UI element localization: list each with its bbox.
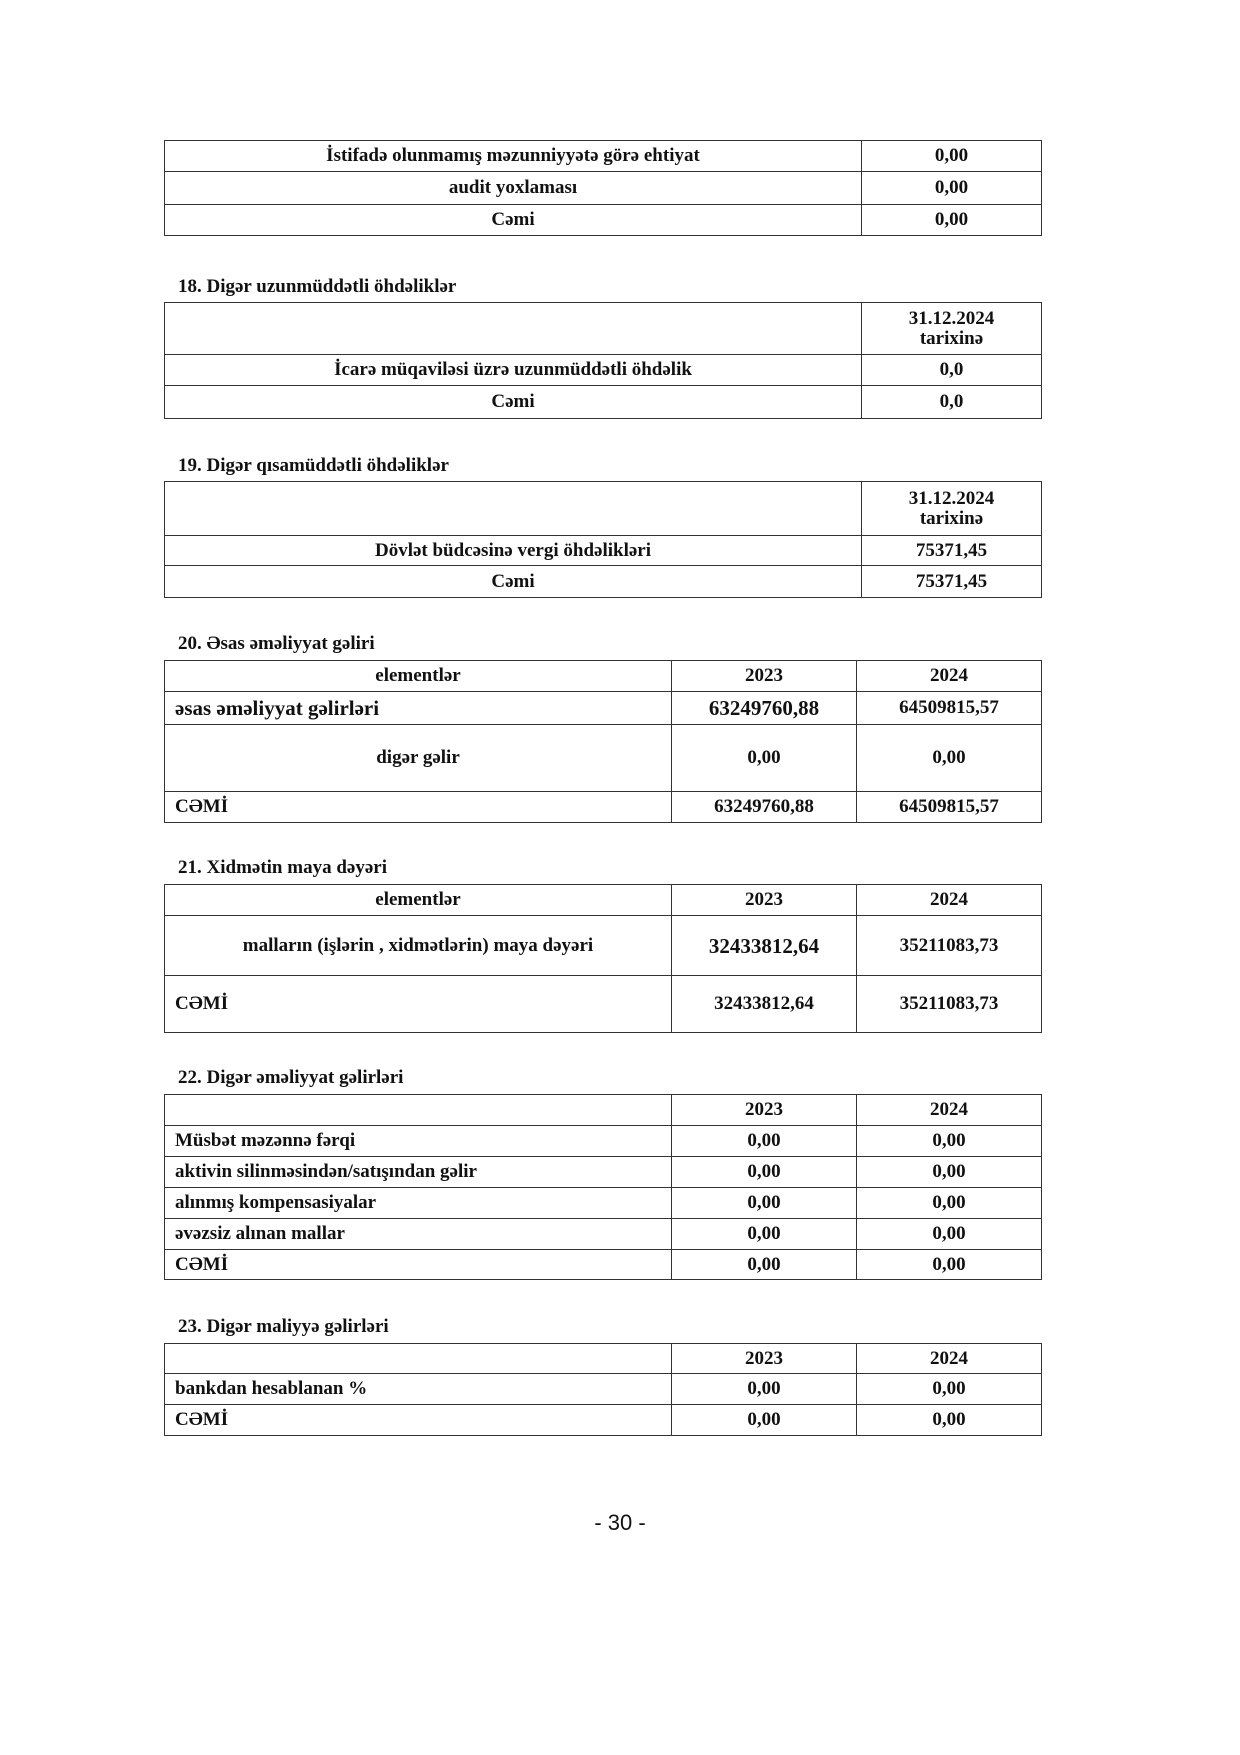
row-value-2024: 35211083,73 [857, 976, 1042, 1033]
date-header [862, 482, 1042, 536]
date-header-line1: 31.12.2024 [908, 487, 995, 509]
table-total-row [165, 566, 1042, 598]
col-header-2023: 2023 [672, 885, 857, 916]
row-value-2024: 0,00 [857, 1157, 1042, 1188]
date-header [862, 303, 1042, 355]
table-row [165, 1157, 1042, 1188]
table-other-financial-income [164, 1343, 1041, 1436]
table-row [165, 1188, 1042, 1219]
row-label: malların (işlərin , xidmətlərin) maya dəyəri [165, 916, 672, 976]
row-value: 0,00 [862, 205, 1042, 236]
col-header-elements: elementlər [165, 661, 672, 692]
row-label: digər gəlir [165, 725, 672, 792]
table-header-row [165, 885, 1042, 916]
row-value: 75371,45 [862, 536, 1042, 566]
row-label: audit yoxlaması [165, 172, 862, 205]
table-header-row [165, 1095, 1042, 1126]
table-header-row [165, 482, 1042, 536]
section-heading-19: 19. Digər qısamüddətli öhdəliklər [178, 455, 449, 476]
table-cost-of-service [164, 884, 1041, 1033]
table-other-operating-income [164, 1094, 1041, 1280]
row-label: Cəmi [165, 205, 862, 236]
row-label: Cəmi [165, 566, 862, 598]
row-value-2023: 0,00 [672, 1126, 857, 1157]
row-value: 0,00 [862, 141, 1042, 172]
row-label: Cəmi [165, 386, 862, 419]
table-long-term-liabilities [164, 302, 1041, 419]
row-label: əvəzsiz alınan mallar [165, 1219, 672, 1250]
col-header-2024: 2024 [857, 661, 1042, 692]
empty-header-cell [165, 1095, 672, 1126]
table-row [165, 355, 1042, 386]
row-value-2024: 64509815,57 [857, 692, 1042, 725]
table-short-term-liabilities [164, 481, 1041, 598]
col-header-elements: elementlər [165, 885, 672, 916]
row-value-2023: 32433812,64 [672, 916, 857, 976]
date-header-line1: 31.12.2024 [908, 307, 995, 329]
table-row [165, 536, 1042, 566]
row-value-2024: 0,00 [857, 1219, 1042, 1250]
col-header-2024: 2024 [857, 885, 1042, 916]
row-value-2024: 64509815,57 [857, 792, 1042, 823]
row-label: bankdan hesablanan % [165, 1374, 672, 1405]
table-row [165, 141, 1042, 172]
table-total-row [165, 1250, 1042, 1280]
row-label: Dövlət büdcəsinə vergi öhdəlikləri [165, 536, 862, 566]
table-operating-income [164, 660, 1041, 823]
row-value: 0,00 [862, 172, 1042, 205]
row-value-2023: 0,00 [672, 1250, 857, 1280]
section-heading-23: 23. Digər maliyyə gəlirləri [178, 1316, 389, 1337]
table-total-row [165, 792, 1042, 823]
row-label: CƏMİ [165, 792, 672, 823]
row-value-2023: 0,00 [672, 1157, 857, 1188]
table-row [165, 1126, 1042, 1157]
row-value-2024: 0,00 [857, 1405, 1042, 1436]
col-header-2024: 2024 [857, 1095, 1042, 1126]
date-header-line2: tarixinə [919, 507, 984, 529]
table-row [165, 916, 1042, 976]
table-row [165, 692, 1042, 725]
page-number: - 30 - [594, 1510, 646, 1535]
date-header-line2: tarixinə [919, 327, 984, 349]
row-label: İstifadə olunmamış məzunniyyətə görə ehtiyat [165, 141, 862, 172]
row-label: CƏMİ [165, 976, 672, 1033]
table-header-row [165, 303, 1042, 355]
row-label: CƏMİ [165, 1250, 672, 1280]
table-header-row [165, 1344, 1042, 1374]
col-header-2023: 2023 [672, 661, 857, 692]
row-value-2024: 0,00 [857, 1126, 1042, 1157]
row-value-2024: 35211083,73 [857, 916, 1042, 976]
table-row [165, 725, 1042, 792]
col-header-2023: 2023 [672, 1344, 857, 1374]
row-value-2023: 63249760,88 [672, 792, 857, 823]
table-total-row [165, 386, 1042, 419]
table-row [165, 1219, 1042, 1250]
empty-header-cell [165, 303, 862, 355]
row-value-2023: 32433812,64 [672, 976, 857, 1033]
table-row [165, 1374, 1042, 1405]
table-header-row [165, 661, 1042, 692]
row-value: 0,0 [862, 386, 1042, 419]
empty-header-cell [165, 1344, 672, 1374]
row-value-2024: 0,00 [857, 1374, 1042, 1405]
row-value-2023: 0,00 [672, 1374, 857, 1405]
section-heading-21: 21. Xidmətin maya dəyəri [178, 857, 387, 878]
col-header-2023: 2023 [672, 1095, 857, 1126]
row-label: aktivin silinməsindən/satışından gəlir [165, 1157, 672, 1188]
table-reserves [164, 140, 1041, 236]
row-value-2024: 0,00 [857, 725, 1042, 792]
empty-header-cell [165, 482, 862, 536]
table-row [165, 172, 1042, 205]
table-total-row [165, 976, 1042, 1033]
row-value-2023: 0,00 [672, 1219, 857, 1250]
section-heading-20: 20. Əsas əməliyyat gəliri [178, 633, 375, 654]
row-value-2023: 0,00 [672, 1188, 857, 1219]
row-label: alınmış kompensasiyalar [165, 1188, 672, 1219]
row-value: 75371,45 [862, 566, 1042, 598]
row-value-2024: 0,00 [857, 1188, 1042, 1219]
section-heading-22: 22. Digər əməliyyat gəlirləri [178, 1067, 404, 1088]
section-heading-18: 18. Digər uzunmüddətli öhdəliklər [178, 276, 457, 297]
row-label: Müsbət məzənnə fərqi [165, 1126, 672, 1157]
table-total-row [165, 1405, 1042, 1436]
row-value-2023: 63249760,88 [672, 692, 857, 725]
col-header-2024: 2024 [857, 1344, 1042, 1374]
row-label: İcarə müqaviləsi üzrə uzunmüddətli öhdəlik [165, 355, 862, 386]
table-total-row [165, 205, 1042, 236]
row-label: CƏMİ [165, 1405, 672, 1436]
row-value-2023: 0,00 [672, 1405, 857, 1436]
row-value: 0,0 [862, 355, 1042, 386]
row-label: əsas əməliyyat gəlirləri [165, 692, 672, 725]
row-value-2024: 0,00 [857, 1250, 1042, 1280]
row-value-2023: 0,00 [672, 725, 857, 792]
